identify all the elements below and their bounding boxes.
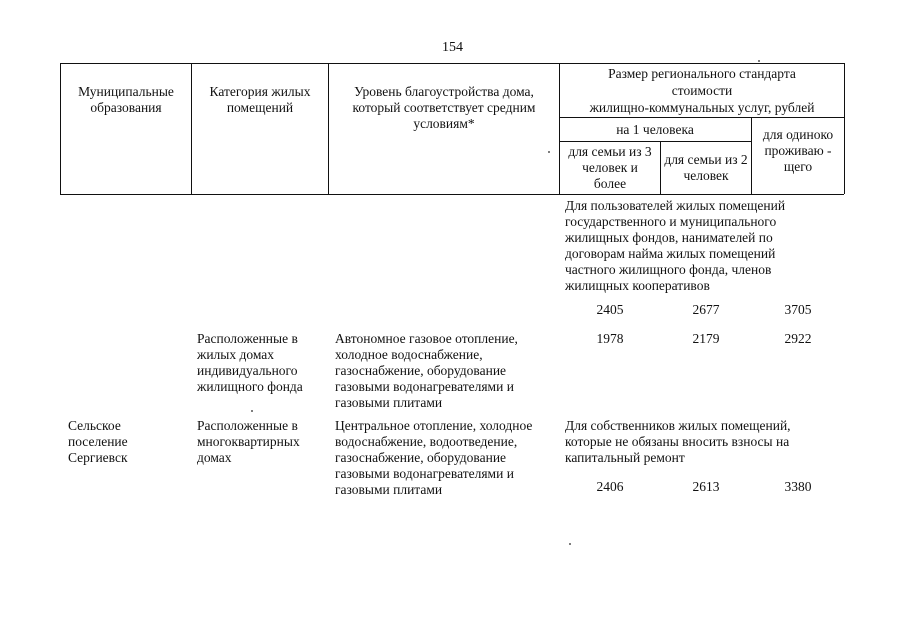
row1-value-family3: 2405: [596, 302, 624, 317]
header-family-2: для семьи из 2 человек: [664, 152, 748, 183]
header-level: Уровень благоустройства дома, который соответствует средним условиям*: [352, 84, 536, 131]
header-single-resident: для одиноко проживаю - щего: [762, 127, 834, 174]
scan-speck: [758, 60, 760, 62]
row3-municipal: Сельское поселение Сергиевск: [68, 418, 128, 465]
row2-value-family2: 2179: [692, 331, 720, 346]
header-standard-line1: Размер регионального стандарта: [608, 66, 796, 81]
row3-category: Расположенные в многоквартирных домах: [197, 418, 300, 465]
col-border-6: [844, 63, 845, 194]
header-municipal: Муниципальные образования: [78, 84, 174, 115]
col-border-5: [751, 117, 752, 194]
row3-note: Для собственников жилых помещений, которые не обязаны вносить взносы на капитальный ремонт: [565, 418, 791, 465]
col-border-0: [60, 63, 61, 194]
col-border-2: [328, 63, 329, 194]
row2-value-single: 2922: [784, 331, 812, 346]
row1-value-family2: 2677: [692, 302, 720, 317]
standard-subheader-border: [559, 117, 844, 118]
row2-value-family3: 1978: [596, 331, 624, 346]
table-top-border: [60, 63, 844, 64]
row3-value-family2: 2613: [692, 479, 720, 494]
header-category: Категория жилых помещений: [209, 84, 311, 115]
row1-note: Для пользователей жилых помещений государственного и муниципального жилищных фондов, нанимателей по договорам найма жилых помещений частного жилищного фонда, членов жилищных кооперативов: [565, 198, 786, 293]
scan-speck: [251, 410, 253, 412]
col-border-4: [660, 141, 661, 194]
per-person-border: [559, 141, 751, 142]
row3-level: Центральное отопление, холодное водоснабжение, водоотведение, газоснабжение, оборудование газовыми водонагревателями и газовыми плитами: [335, 418, 533, 497]
col-border-3: [559, 63, 560, 194]
scan-speck: [548, 151, 550, 153]
row2-category: Расположенные в жилых домах индивидуального жилищного фонда: [197, 331, 303, 394]
col-border-1: [191, 63, 192, 194]
table-bottom-border: [60, 194, 844, 195]
row1-value-single: 3705: [784, 302, 812, 317]
row3-value-family3: 2406: [596, 479, 624, 494]
page-number: 154: [442, 40, 463, 55]
header-per-person: на 1 человека: [616, 122, 694, 137]
row2-level: Автономное газовое отопление, холодное водоснабжение, газоснабжение, оборудование газовыми водонагревателями и газовыми плитами: [335, 331, 518, 410]
header-standard-line3: жилищно-коммунальных услуг, рублей: [589, 100, 815, 115]
header-standard-line2: стоимости: [671, 83, 733, 98]
header-family-3: для семьи из 3 человек и более: [568, 144, 652, 191]
scan-speck: [569, 543, 571, 545]
row3-value-single: 3380: [784, 479, 812, 494]
